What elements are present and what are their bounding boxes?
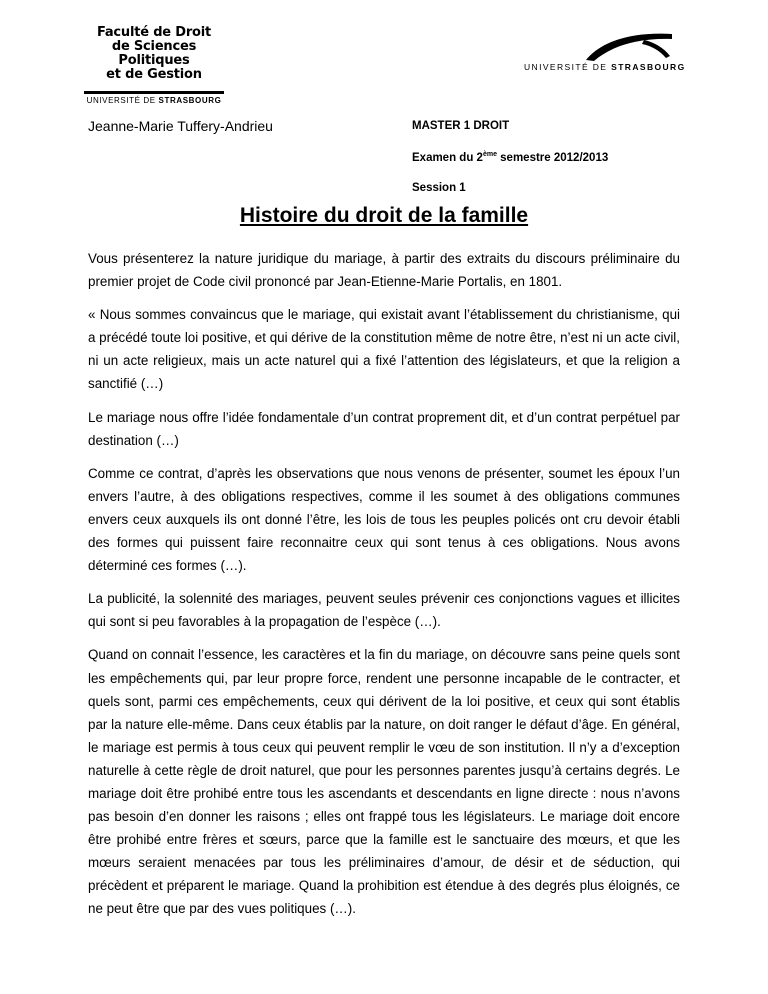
paragraph-quote: « Nous sommes convaincus que le mariage, qui existait avant l’établissement du christianisme, qui a précédé toute loi positive, et qui dérive de la constitution même de notre être, n’est ni un acte civil, ni un acte religieux, mais un acte naturel qui a fixé l’attention des législateurs, et que la religion a sanctifié (…) xyxy=(88,307,680,392)
faculty-logo-line: Faculté de Droit xyxy=(96,25,212,40)
exam-label xyxy=(412,151,608,164)
faculty-logo-univ-prefix: UNIVERSITÉ DE xyxy=(86,96,159,105)
paragraph-quote: Le mariage nous offre l’idée fondamentale d’un contrat proprement dit, et d’un contrat perpétuel par destination (…) xyxy=(88,409,680,448)
paragraph-quote: La publicité, la solennité des mariages, peuvent seules prévenir ces conjonctions vagues et illicites qui sont si peu favorables à la propagation de l’espèce (…). xyxy=(88,591,680,630)
faculty-logo-university xyxy=(84,96,224,105)
paragraph-instructions: Vous présenterez la nature juridique du mariage, à partir des extraits du discours préliminaire du premier projet de Code civil prononcé par Jean-Etienne-Marie Portalis, en 1801. xyxy=(88,251,680,290)
exam-prefix: Examen du 2 xyxy=(412,151,483,164)
university-name: STRASBOURG xyxy=(611,62,686,72)
exam-superscript: ème xyxy=(482,151,497,158)
paragraph-quote: Comme ce contrat, d’après les observations que nous venons de présenter, soumet les époux l’un envers l’autre, à des obligations respectives, comme il les soumet à des obligations communes envers ceux auxquels ils ont donné l’être, les lois de tous les peuples policés ont cru devoir établi des formes qui puissent faire reconnaitre ceux qui sont tenus à ces obligations. Nous avons déterminé ces formes (…). xyxy=(88,465,680,574)
faculty-logo-line: et de Gestion xyxy=(106,67,202,82)
paragraph-quote: Quand on connait l’essence, les caractères et la fin du mariage, on découvre sans peine quels sont les empêchements qui, par leur propre force, rendent une personne incapable de le contracter, et quels sont, parmi ces empêchements, ceux qui dérivent de la loi positive, et ceux qui sont établis par la nature elle-même. Dans ceux établis par la nature, on doit ranger le défaut d’âge. En général, le mariage est permis à tous ceux qui peuvent remplir le vœu de son institution. Il n’y a d’exception naturelle à cette règle de droit naturel, que pour les personnes parentes jusqu’à certains degrés. Le mariage doit être prohibé entre tous les ascendants et descendants en ligne directe : nous n’avons pas besoin d’en donner les raisons ; elles ont frappé tous les législateurs. Le mariage doit encore être prohibé entre frères et sœurs, parce que la famille est le sanctuaire des mœurs, et que les mœurs seraient menacées par tous les préliminaires d’amour, de désir et de séduction, qui précèdent et préparent le mariage. Quand la prohibition est étendue à des degrés plus éloignés, ce ne peut être que par des vues politiques (…). xyxy=(88,647,680,917)
university-swoosh-icon xyxy=(584,30,674,62)
faculty-logo-text xyxy=(84,26,224,82)
author-name: Jeanne-Marie Tuffery-Andrieu xyxy=(88,118,273,134)
document-title: Histoire du droit de la famille xyxy=(239,204,529,227)
faculty-logo xyxy=(84,26,224,110)
university-prefix: UNIVERSITÉ DE xyxy=(524,62,612,72)
university-logo xyxy=(524,30,714,80)
program-label: MASTER 1 DROIT xyxy=(412,120,510,132)
document-body xyxy=(88,247,680,931)
faculty-logo-rule xyxy=(84,91,224,94)
exam-suffix: semestre 2012/2013 xyxy=(496,151,609,164)
faculty-logo-univ-name: STRASBOURG xyxy=(158,96,222,105)
faculty-logo-line: de Sciences Politiques xyxy=(111,39,197,68)
session-label: Session 1 xyxy=(412,182,466,194)
university-logo-text xyxy=(524,62,714,72)
